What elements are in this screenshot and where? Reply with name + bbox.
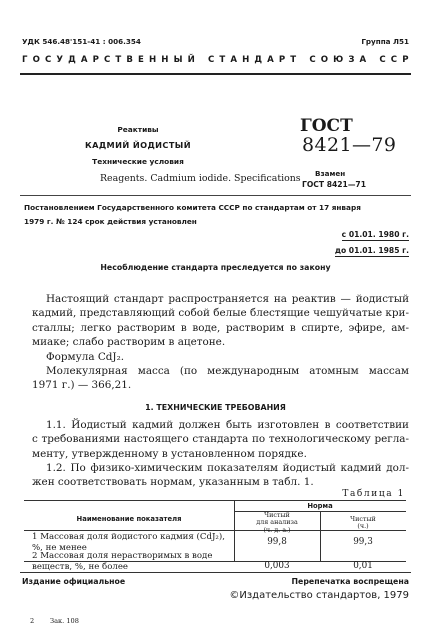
reprint-notice: Перепечатка воспрещена <box>291 577 409 586</box>
table-row-2-pure-analysis: 0,003 <box>264 561 290 571</box>
group-code: Группа Л51 <box>361 37 409 46</box>
header-line: (ч.) <box>357 522 369 531</box>
formula-line <box>32 350 409 364</box>
text-line: кадмий, представляющий собой белые блестящие чешуйчатые кри- <box>32 307 409 320</box>
paragraph-1-1 <box>32 418 409 461</box>
replaces-label: Взамен <box>315 169 346 178</box>
edition-label: Издание официальное <box>22 577 126 586</box>
header-line: (ч. д. а.) <box>263 525 291 534</box>
table-row-2-name <box>32 551 232 573</box>
valid-from: с 01.01. 1980 г. <box>341 230 409 239</box>
title-divider <box>20 195 411 196</box>
copyright: ©Издательство стандартов, 1979 <box>229 590 409 601</box>
category-label: Реактивы <box>117 125 159 134</box>
header-pure <box>320 516 406 531</box>
header-line: Чистый <box>350 515 376 523</box>
decree-text <box>24 201 404 228</box>
header-pure-analysis <box>234 512 320 534</box>
text-line: Формула CdJ₂. <box>46 351 125 363</box>
valid-to: до 01.01. 1985 г. <box>334 246 409 255</box>
decree-line: Постановлением Государственного комитета СССР по стандартам от 17 января <box>24 203 361 212</box>
english-title: Reagents. Cadmium iodide. Specifications <box>100 173 301 184</box>
paragraph-1-2 <box>32 461 409 490</box>
table-row-2-pure: 0,01 <box>353 561 373 571</box>
table-row-1-pure: 99,3 <box>353 537 373 547</box>
section-title: 1. ТЕХНИЧЕСКИЕ ТРЕБОВАНИЯ <box>145 403 286 412</box>
text-line: менту, утвержденному в установленном порядке. <box>32 447 307 460</box>
replaces-standard: ГОСТ 8421—71 <box>302 180 366 189</box>
text-line: сталлы; легко растворим в воде, растворим в спирте, эфире, ам- <box>32 321 409 334</box>
page-number: 2 <box>30 617 35 625</box>
udk-code: УДК 546.48'151-41 : 006.354 <box>22 37 141 46</box>
violation-notice: Несоблюдение стандарта преследуется по закону <box>100 263 331 272</box>
text-line: жен соответствовать нормам, указанным в табл. 1. <box>32 476 314 489</box>
text-line: Настоящий стандарт распространяется на реактив — йодистый <box>46 293 409 305</box>
table-row-1-pure-analysis: 99,8 <box>267 537 287 547</box>
header-indicator: Наименование показателя <box>76 515 182 523</box>
text-line: 1.1. Йодистый кадмий должен быть изготовлен в соответствии <box>46 419 409 431</box>
header-line: для анализа <box>256 518 298 527</box>
state-standard-banner: ГОСУДАРСТВЕННЫЙ СТАНДАРТ СОЮЗА ССР <box>22 55 414 65</box>
text-line: 1971 г.) — 366,21. <box>32 379 132 392</box>
header-line: Чистый <box>264 511 290 519</box>
row-line: 2 Массовая доля нерастворимых в воде <box>32 551 213 561</box>
table-caption: Таблица 1 <box>342 489 405 499</box>
footer-divider <box>20 572 411 573</box>
subtitle: Технические условия <box>92 157 184 166</box>
molar-mass-paragraph <box>32 364 409 393</box>
row-line: веществ, %, не более <box>32 562 129 572</box>
text-line: 1.2. По физико-химическим показателям йодистый кадмий дол- <box>46 462 409 474</box>
gost-label: ГОСТ <box>300 116 353 136</box>
header-divider <box>20 73 411 75</box>
row-line: %, не менее <box>32 543 87 553</box>
order-number: Зак. 108 <box>50 617 79 625</box>
decree-line: 1979 г. № 124 срок действия установлен <box>24 216 197 226</box>
text-line: миаке; слабо растворим в ацетоне. <box>32 336 226 349</box>
text-line: с требованиями настоящего стандарта по технологическому регла- <box>32 433 409 446</box>
row-line: 1 Массовая доля йодистого кадмия (CdJ₂), <box>32 532 225 542</box>
table-rule <box>24 500 406 501</box>
gost-number: 8421—79 <box>302 134 397 156</box>
text-line: Молекулярная масса (по международным атомным массам <box>46 365 409 377</box>
product-title: КАДМИЙ ЙОДИСТЫЙ <box>85 140 191 150</box>
header-norm: Норма <box>307 502 333 510</box>
intro-paragraph <box>32 292 409 350</box>
